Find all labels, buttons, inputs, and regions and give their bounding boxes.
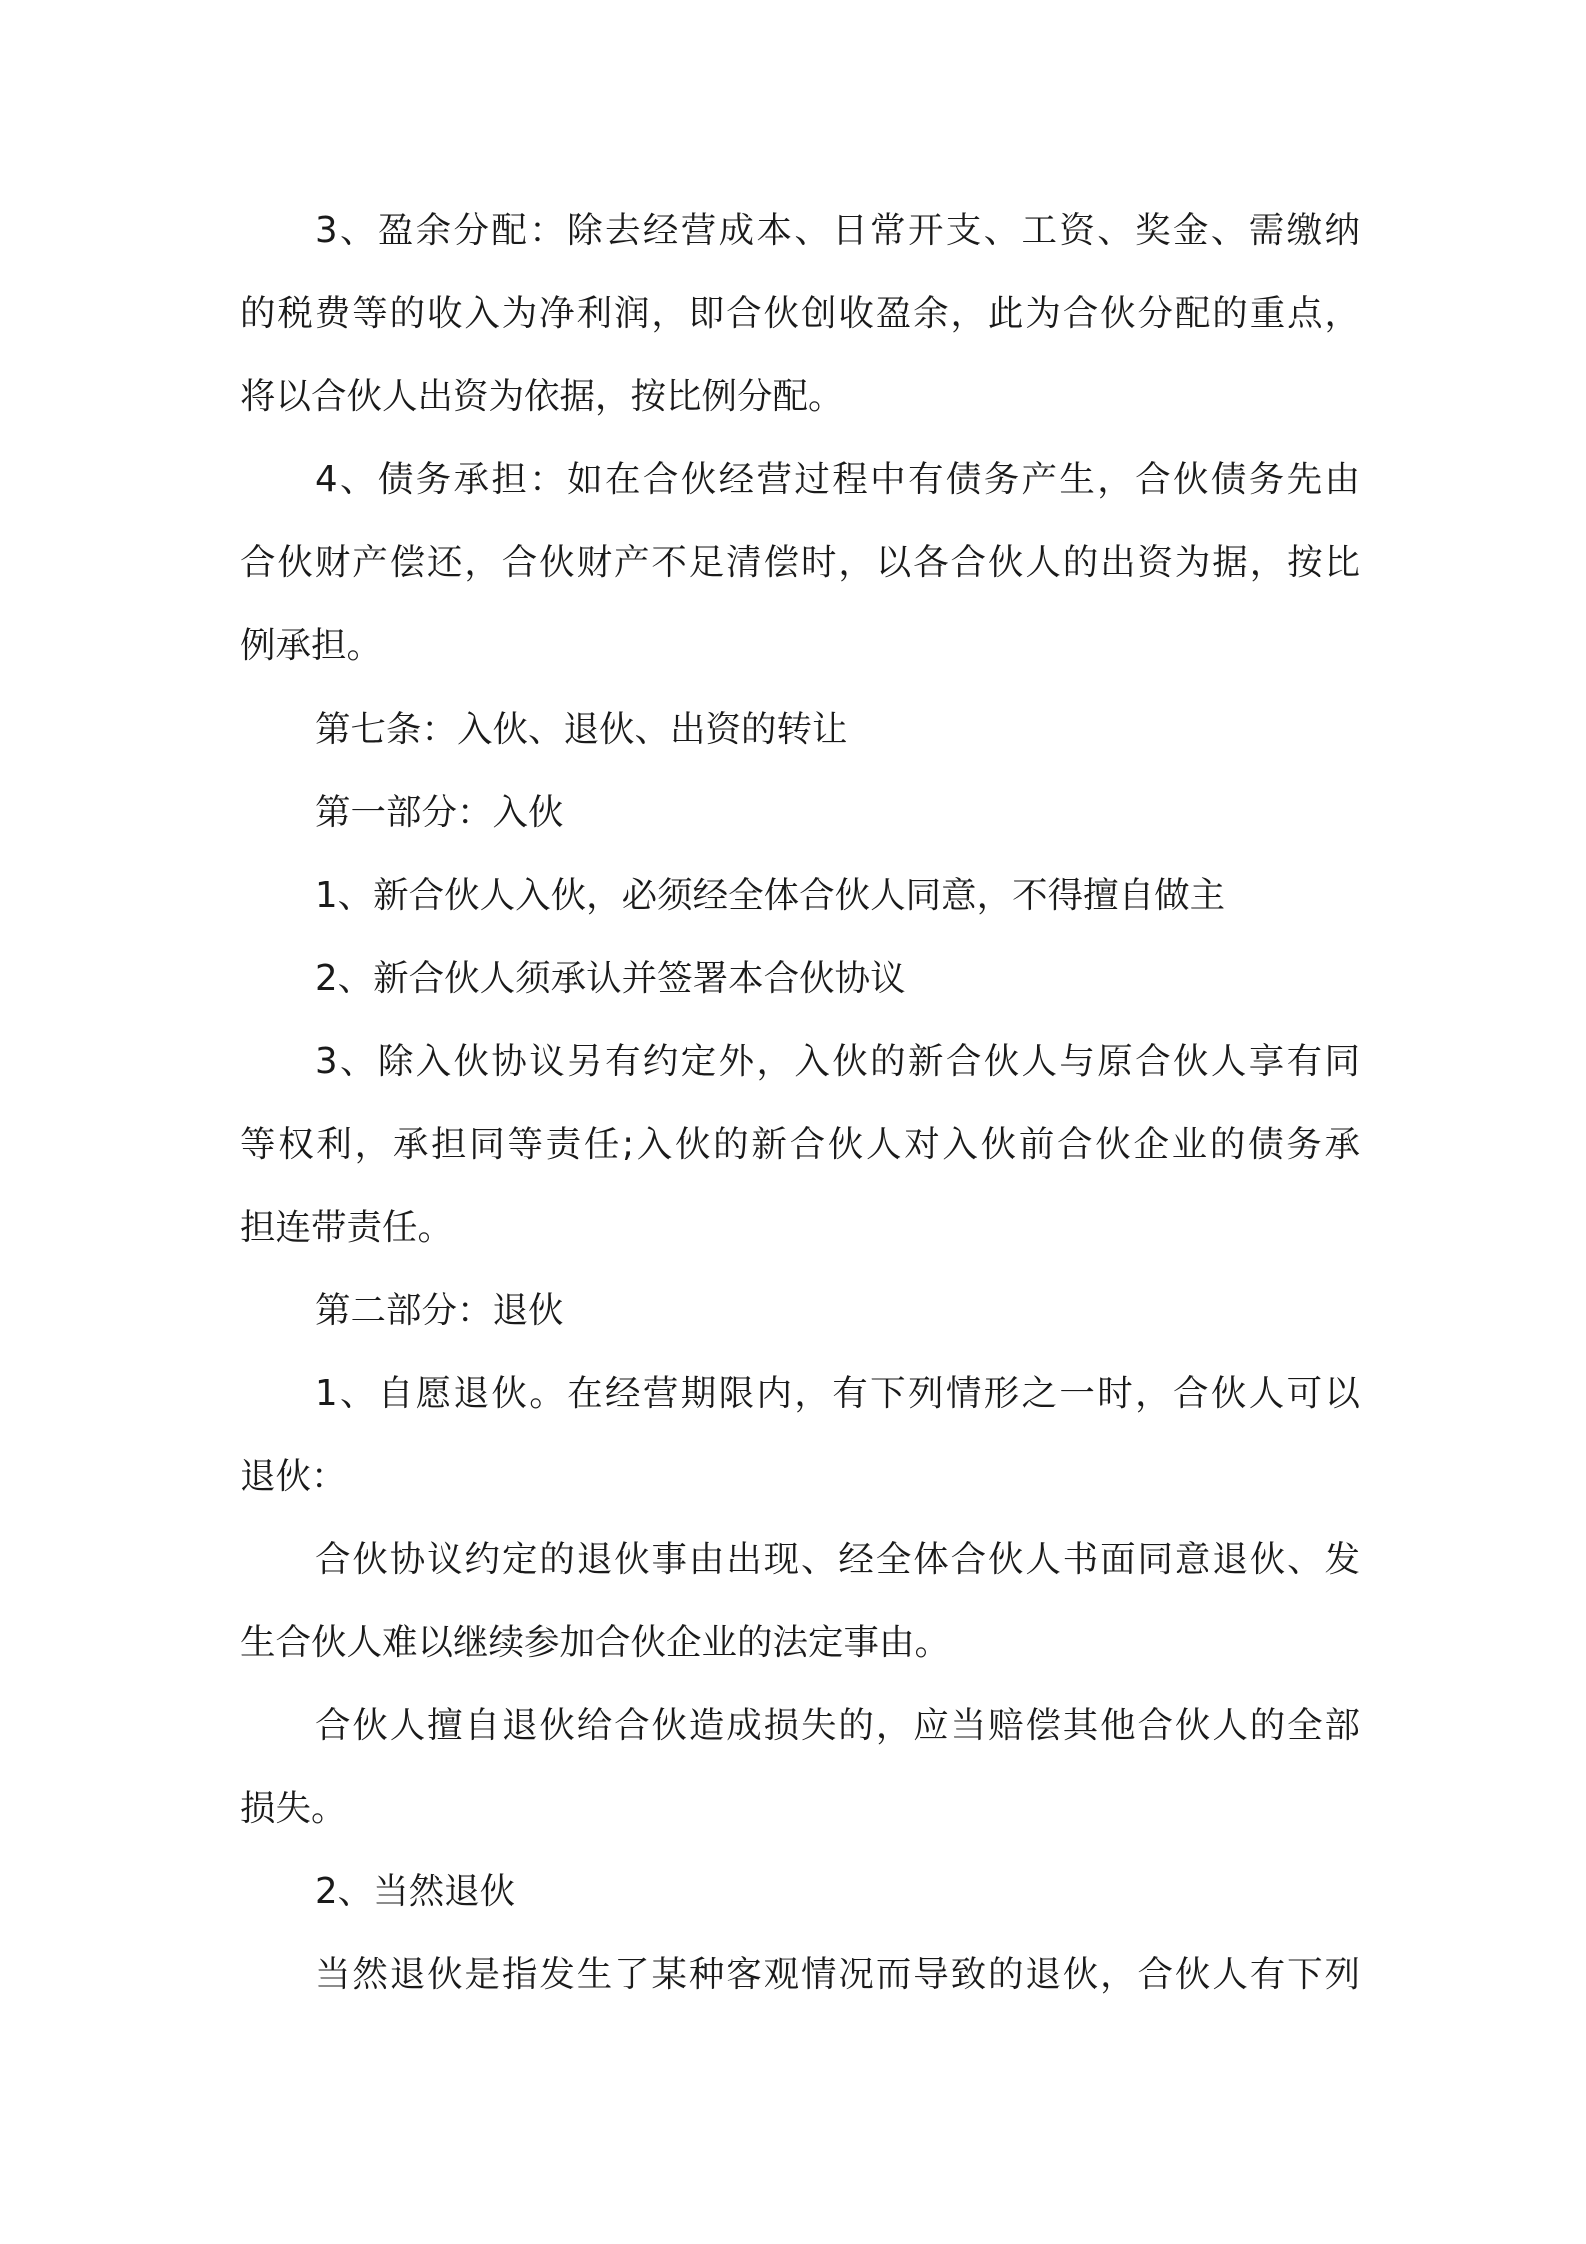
paragraph-line: 例承担。 — [240, 625, 383, 666]
paragraph-line: 3、除入伙协议另有约定外，入伙的新合伙人与原合伙人享有同 — [315, 1041, 1360, 1082]
paragraph-line: 合伙人擅自退伙给合伙造成损失的，应当赔偿其他合伙人的全部 — [315, 1705, 1360, 1746]
paragraph-line: 担连带责任。 — [240, 1207, 454, 1248]
paragraph-line: 合伙财产偿还，合伙财产不足清偿时，以各合伙人的出资为据，按比 — [240, 542, 1360, 583]
paragraph-line: 合伙协议约定的退伙事由出现、经全体合伙人书面同意退伙、发 — [315, 1539, 1360, 1580]
paragraph-line: 等权利，承担同等责任;入伙的新合伙人对入伙前合伙企业的债务承 — [240, 1124, 1360, 1165]
paragraph-line: 的税费等的收入为净利润，即合伙创收盈余，此为合伙分配的重点， — [240, 293, 1360, 334]
paragraph-line: 生合伙人难以继续参加合伙企业的法定事由。 — [240, 1622, 951, 1663]
list-item: 1、新合伙人入伙，必须经全体合伙人同意，不得擅自做主 — [315, 875, 1226, 916]
paragraph-line: 4、债务承担：如在合伙经营过程中有债务产生，合伙债务先由 — [315, 459, 1360, 500]
paragraph-line: 将以合伙人出资为依据，按比例分配。 — [240, 376, 844, 417]
subsection-heading: 第二部分：退伙 — [315, 1290, 564, 1331]
paragraph-line: 3、盈余分配：除去经营成本、日常开支、工资、奖金、需缴纳 — [315, 210, 1360, 251]
section-heading: 第七条：入伙、退伙、出资的转让 — [315, 709, 848, 750]
paragraph-line: 损失。 — [240, 1788, 347, 1829]
paragraph-line: 当然退伙是指发生了某种客观情况而导致的退伙，合伙人有下列 — [315, 1954, 1360, 1995]
paragraph-line: 1、自愿退伙。在经营期限内，有下列情形之一时，合伙人可以 — [315, 1373, 1360, 1414]
list-item: 2、新合伙人须承认并签署本合伙协议 — [315, 958, 906, 999]
list-item: 2、当然退伙 — [315, 1871, 516, 1912]
subsection-heading: 第一部分：入伙 — [315, 792, 564, 833]
paragraph-line: 退伙： — [240, 1456, 347, 1497]
